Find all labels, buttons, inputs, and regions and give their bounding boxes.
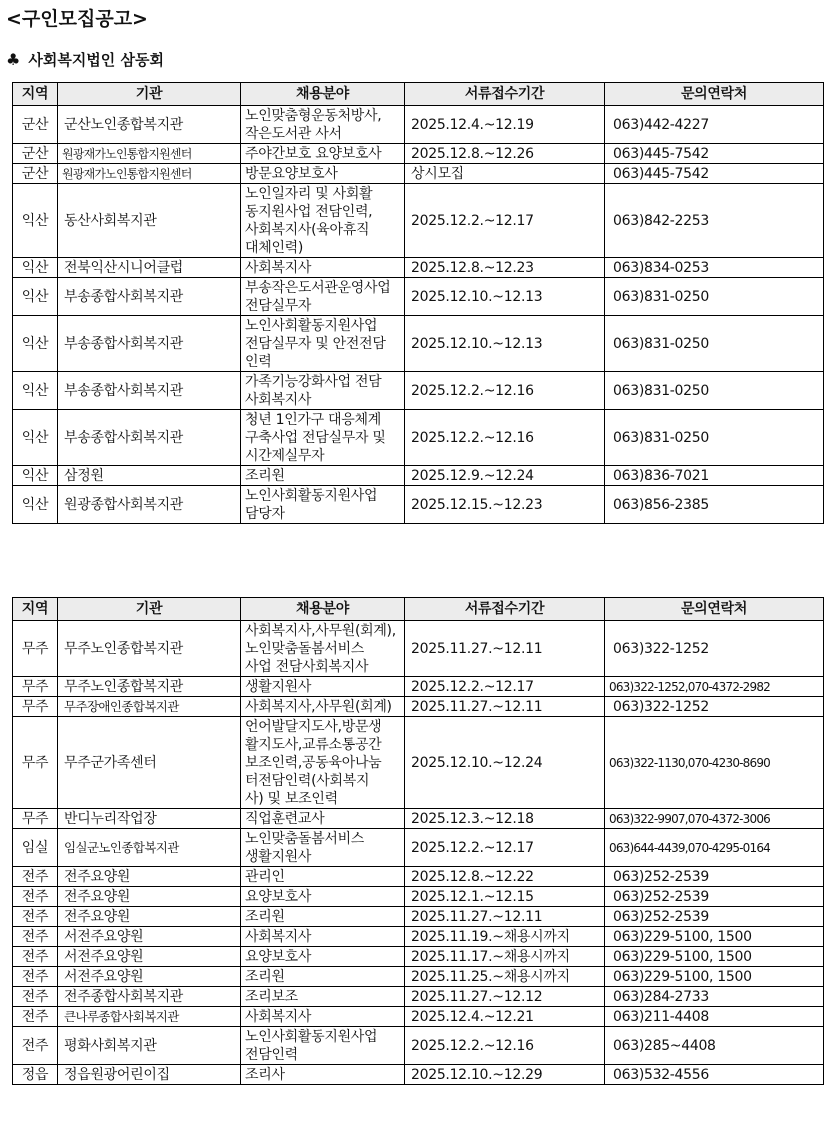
field-line: 관리인 (245, 868, 285, 885)
field-line: 보조인력,공동육아나눔 (245, 754, 382, 771)
field-line: 인력 (245, 353, 272, 370)
field-line: 사회복지사,사무원(회계), (245, 622, 396, 639)
field-cell (241, 144, 405, 164)
table-row (13, 410, 824, 466)
field-cell (241, 1065, 405, 1085)
field-line: 요양보호사 (245, 888, 312, 905)
table-row (13, 867, 824, 887)
period-cell: 2025.12.10.~12.13 (405, 316, 605, 372)
region-cell: 무주 (13, 809, 58, 829)
header-contact: 문의연락처 (605, 83, 824, 106)
field-cell (241, 717, 405, 809)
period-cell: 2025.12.1.~12.15 (405, 887, 605, 907)
field-line: 주야간보호 요양보호사 (245, 145, 382, 162)
field-line: 노인사회활동지원사업 (245, 1028, 378, 1045)
field-line: 담당자 (245, 505, 285, 522)
region-cell: 군산 (13, 106, 58, 144)
table-row (13, 316, 824, 372)
contact-cell: 063)856-2385 (605, 486, 824, 524)
contact-cell: 063)445-7542 (605, 164, 824, 184)
field-cell (241, 927, 405, 947)
field-line: 사회복지사 (245, 1008, 312, 1025)
institution-cell: 원광재가노인통합지원센터 (58, 144, 241, 164)
contact-cell: 063)322-1252 (605, 697, 824, 717)
institution-cell: 부송종합사회복지관 (58, 316, 241, 372)
period-cell: 2025.12.2.~12.16 (405, 1027, 605, 1065)
institution-cell: 서전주요양원 (58, 967, 241, 987)
field-line: 노인맞춤형운동처방사, (245, 107, 382, 124)
field-cell (241, 106, 405, 144)
region-cell: 전주 (13, 987, 58, 1007)
field-cell (241, 947, 405, 967)
period-cell: 2025.11.27.~12.12 (405, 987, 605, 1007)
recruitment-table-1 (12, 82, 824, 524)
institution-cell: 서전주요양원 (58, 927, 241, 947)
header-field: 채용분야 (241, 83, 405, 106)
field-line: 조리원 (245, 968, 285, 985)
field-line: 전담실무자 및 안전전담 (245, 335, 386, 352)
period-cell: 2025.11.19.~채용시까지 (405, 927, 605, 947)
period-cell: 2025.11.27.~12.11 (405, 907, 605, 927)
period-cell: 2025.12.2.~12.16 (405, 410, 605, 466)
table-row (13, 809, 824, 829)
period-cell: 2025.12.10.~12.13 (405, 278, 605, 316)
institution-cell: 군산노인종합복지관 (58, 106, 241, 144)
field-cell (241, 809, 405, 829)
contact-cell: 063)229-5100, 1500 (605, 927, 824, 947)
table-row (13, 967, 824, 987)
field-line: 노인일자리 및 사회활 (245, 185, 373, 202)
field-line: 전담실무자 (245, 297, 312, 314)
table-row (13, 144, 824, 164)
field-line: 동지원사업 전담인력, (245, 203, 373, 220)
region-cell: 익산 (13, 466, 58, 486)
club-suit-icon: ♣ (6, 50, 21, 69)
table-row (13, 1027, 824, 1065)
field-line: 청년 1인가구 대응체계 (245, 411, 381, 428)
region-cell: 군산 (13, 164, 58, 184)
institution-cell: 동산사회복지관 (58, 184, 241, 258)
field-line: 터전담인력(사회복지 (245, 772, 370, 789)
table-row (13, 258, 824, 278)
period-cell: 2025.12.10.~12.29 (405, 1065, 605, 1085)
field-line: 대체인력) (245, 239, 304, 256)
field-line: 노인맞춤돌봄서비스 (245, 830, 365, 847)
institution-cell: 반디누리작업장 (58, 809, 241, 829)
field-line: 노인사회활동지원사업 (245, 487, 378, 504)
table-row (13, 717, 824, 809)
contact-cell: 063)644-4439,070-4295-0164 (605, 829, 824, 867)
institution-cell: 원광재가노인통합지원센터 (58, 164, 241, 184)
table-row (13, 1065, 824, 1085)
table-row (13, 887, 824, 907)
field-cell (241, 410, 405, 466)
field-cell (241, 907, 405, 927)
table-row (13, 927, 824, 947)
table-row (13, 372, 824, 410)
field-cell (241, 621, 405, 677)
field-cell (241, 867, 405, 887)
field-cell (241, 1007, 405, 1027)
field-line: 사회복지사 (245, 259, 312, 276)
field-line: 조리원 (245, 908, 285, 925)
table-row (13, 184, 824, 258)
header-institution: 기관 (58, 83, 241, 106)
table-header-row (13, 83, 824, 106)
field-line: 부송작은도서관운영사업 (245, 279, 391, 296)
field-line: 구축사업 전담실무자 및 (245, 429, 386, 446)
contact-cell: 063)322-1130,070-4230-8690 (605, 717, 824, 809)
table-row (13, 947, 824, 967)
table-header-row (13, 598, 824, 621)
table-row (13, 278, 824, 316)
period-cell: 상시모집 (405, 164, 605, 184)
region-cell: 전주 (13, 887, 58, 907)
region-cell: 전주 (13, 967, 58, 987)
table-row (13, 106, 824, 144)
region-cell: 익산 (13, 410, 58, 466)
contact-cell: 063)831-0250 (605, 410, 824, 466)
field-line: 노인맞춤돌봄서비스 (245, 640, 365, 657)
field-line: 요양보호사 (245, 948, 312, 965)
table-row (13, 697, 824, 717)
institution-cell: 서전주요양원 (58, 947, 241, 967)
region-cell: 전주 (13, 1007, 58, 1027)
header-region: 지역 (13, 83, 58, 106)
institution-cell: 무주노인종합복지관 (58, 677, 241, 697)
institution-cell: 평화사회복지관 (58, 1027, 241, 1065)
field-cell (241, 987, 405, 1007)
period-cell: 2025.12.4.~12.21 (405, 1007, 605, 1027)
table-row (13, 987, 824, 1007)
period-cell: 2025.11.17.~채용시까지 (405, 947, 605, 967)
table-row (13, 621, 824, 677)
period-cell: 2025.12.10.~12.24 (405, 717, 605, 809)
institution-cell: 원광종합사회복지관 (58, 486, 241, 524)
field-cell (241, 486, 405, 524)
region-cell: 무주 (13, 717, 58, 809)
period-cell: 2025.12.9.~12.24 (405, 466, 605, 486)
field-line: 사업 전담사회복지사 (245, 658, 369, 675)
header-contact: 문의연락처 (605, 598, 824, 621)
field-cell (241, 184, 405, 258)
contact-cell: 063)532-4556 (605, 1065, 824, 1085)
field-cell (241, 967, 405, 987)
contact-cell: 063)252-2539 (605, 907, 824, 927)
field-line: 사회복지사,사무원(회계) (245, 698, 392, 715)
region-cell: 전주 (13, 947, 58, 967)
contact-cell: 063)842-2253 (605, 184, 824, 258)
field-cell (241, 278, 405, 316)
field-line: 사회복지사(육아휴직 (245, 221, 370, 238)
field-line: 조리사 (245, 1066, 285, 1083)
period-cell: 2025.12.8.~12.22 (405, 867, 605, 887)
region-cell: 익산 (13, 258, 58, 278)
institution-cell: 부송종합사회복지관 (58, 278, 241, 316)
period-cell: 2025.11.25.~채용시까지 (405, 967, 605, 987)
field-line: 사회복지사 (245, 928, 312, 945)
region-cell: 전주 (13, 1027, 58, 1065)
period-cell: 2025.11.27.~12.11 (405, 697, 605, 717)
header-period: 서류접수기간 (405, 598, 605, 621)
header-field: 채용분야 (241, 598, 405, 621)
contact-cell: 063)831-0250 (605, 316, 824, 372)
field-cell (241, 316, 405, 372)
region-cell: 익산 (13, 316, 58, 372)
header-institution: 기관 (58, 598, 241, 621)
institution-cell: 전주요양원 (58, 887, 241, 907)
field-line: 사회복지사 (245, 391, 312, 408)
institution-cell: 전주요양원 (58, 907, 241, 927)
institution-cell: 무주장애인종합복지관 (58, 697, 241, 717)
page-title: <구인모집공고> (6, 8, 148, 30)
field-line: 방문요양보호사 (245, 165, 338, 182)
institution-cell: 전북익산시니어클럽 (58, 258, 241, 278)
field-cell (241, 258, 405, 278)
field-line: 사) 및 보조인력 (245, 790, 338, 807)
field-line: 가족기능강화사업 전담 (245, 373, 382, 390)
institution-cell: 부송종합사회복지관 (58, 410, 241, 466)
period-cell: 2025.11.27.~12.11 (405, 621, 605, 677)
contact-cell: 063)322-1252,070-4372-2982 (605, 677, 824, 697)
field-line: 직업훈련교사 (245, 810, 325, 827)
institution-cell: 무주군가족센터 (58, 717, 241, 809)
region-cell: 익산 (13, 486, 58, 524)
period-cell: 2025.12.2.~12.17 (405, 184, 605, 258)
period-cell: 2025.12.2.~12.16 (405, 372, 605, 410)
region-cell: 무주 (13, 621, 58, 677)
contact-cell: 063)322-9907,070-4372-3006 (605, 809, 824, 829)
contact-cell: 063)252-2539 (605, 867, 824, 887)
region-cell: 익산 (13, 184, 58, 258)
period-cell: 2025.12.4.~12.19 (405, 106, 605, 144)
institution-cell: 임실군노인종합복지관 (58, 829, 241, 867)
field-cell (241, 697, 405, 717)
region-cell: 임실 (13, 829, 58, 867)
region-cell: 정읍 (13, 1065, 58, 1085)
institution-cell: 정읍원광어린이집 (58, 1065, 241, 1085)
institution-cell: 삼정원 (58, 466, 241, 486)
recruitment-table-2 (12, 597, 824, 1085)
region-cell: 전주 (13, 867, 58, 887)
field-cell (241, 887, 405, 907)
contact-cell: 063)229-5100, 1500 (605, 947, 824, 967)
field-cell (241, 829, 405, 867)
field-cell (241, 677, 405, 697)
contact-cell: 063)442-4227 (605, 106, 824, 144)
field-line: 시간제실무자 (245, 447, 325, 464)
field-line: 활지도사,교류소통공간 (245, 736, 382, 753)
institution-cell: 전주종합사회복지관 (58, 987, 241, 1007)
field-line: 생활지원사 (245, 678, 312, 695)
contact-cell: 063)836-7021 (605, 466, 824, 486)
institution-cell: 전주요양원 (58, 867, 241, 887)
period-cell: 2025.12.15.~12.23 (405, 486, 605, 524)
table-row (13, 677, 824, 697)
table-row (13, 1007, 824, 1027)
region-cell: 무주 (13, 697, 58, 717)
period-cell: 2025.12.2.~12.17 (405, 829, 605, 867)
table-row (13, 829, 824, 867)
field-cell (241, 466, 405, 486)
region-cell: 군산 (13, 144, 58, 164)
institution-cell: 큰나루종합사회복지관 (58, 1007, 241, 1027)
field-line: 전담인력 (245, 1046, 298, 1063)
organization-heading (6, 49, 164, 70)
field-line: 작은도서관 사서 (245, 125, 342, 142)
period-cell: 2025.12.8.~12.26 (405, 144, 605, 164)
field-cell (241, 1027, 405, 1065)
contact-cell: 063)322-1252 (605, 621, 824, 677)
region-cell: 전주 (13, 907, 58, 927)
field-line: 조리보조 (245, 988, 298, 1005)
field-line: 노인사회활동지원사업 (245, 317, 378, 334)
contact-cell: 063)445-7542 (605, 144, 824, 164)
table-row (13, 466, 824, 486)
region-cell: 익산 (13, 372, 58, 410)
contact-cell: 063)834-0253 (605, 258, 824, 278)
table-row (13, 164, 824, 184)
field-line: 언어발달지도사,방문생 (245, 718, 382, 735)
period-cell: 2025.12.3.~12.18 (405, 809, 605, 829)
table-row (13, 486, 824, 524)
contact-cell: 063)831-0250 (605, 372, 824, 410)
contact-cell: 063)284-2733 (605, 987, 824, 1007)
field-line: 조리원 (245, 467, 285, 484)
field-cell (241, 372, 405, 410)
period-cell: 2025.12.2.~12.17 (405, 677, 605, 697)
contact-cell: 063)831-0250 (605, 278, 824, 316)
period-cell: 2025.12.8.~12.23 (405, 258, 605, 278)
header-period: 서류접수기간 (405, 83, 605, 106)
contact-cell: 063)229-5100, 1500 (605, 967, 824, 987)
organization-name: 사회복지법인 삼동회 (28, 51, 164, 69)
table-row (13, 907, 824, 927)
contact-cell: 063)285~4408 (605, 1027, 824, 1065)
region-cell: 전주 (13, 927, 58, 947)
field-cell (241, 164, 405, 184)
institution-cell: 무주노인종합복지관 (58, 621, 241, 677)
region-cell: 무주 (13, 677, 58, 697)
contact-cell: 063)211-4408 (605, 1007, 824, 1027)
region-cell: 익산 (13, 278, 58, 316)
institution-cell: 부송종합사회복지관 (58, 372, 241, 410)
field-line: 생활지원사 (245, 848, 312, 865)
contact-cell: 063)252-2539 (605, 887, 824, 907)
header-region: 지역 (13, 598, 58, 621)
